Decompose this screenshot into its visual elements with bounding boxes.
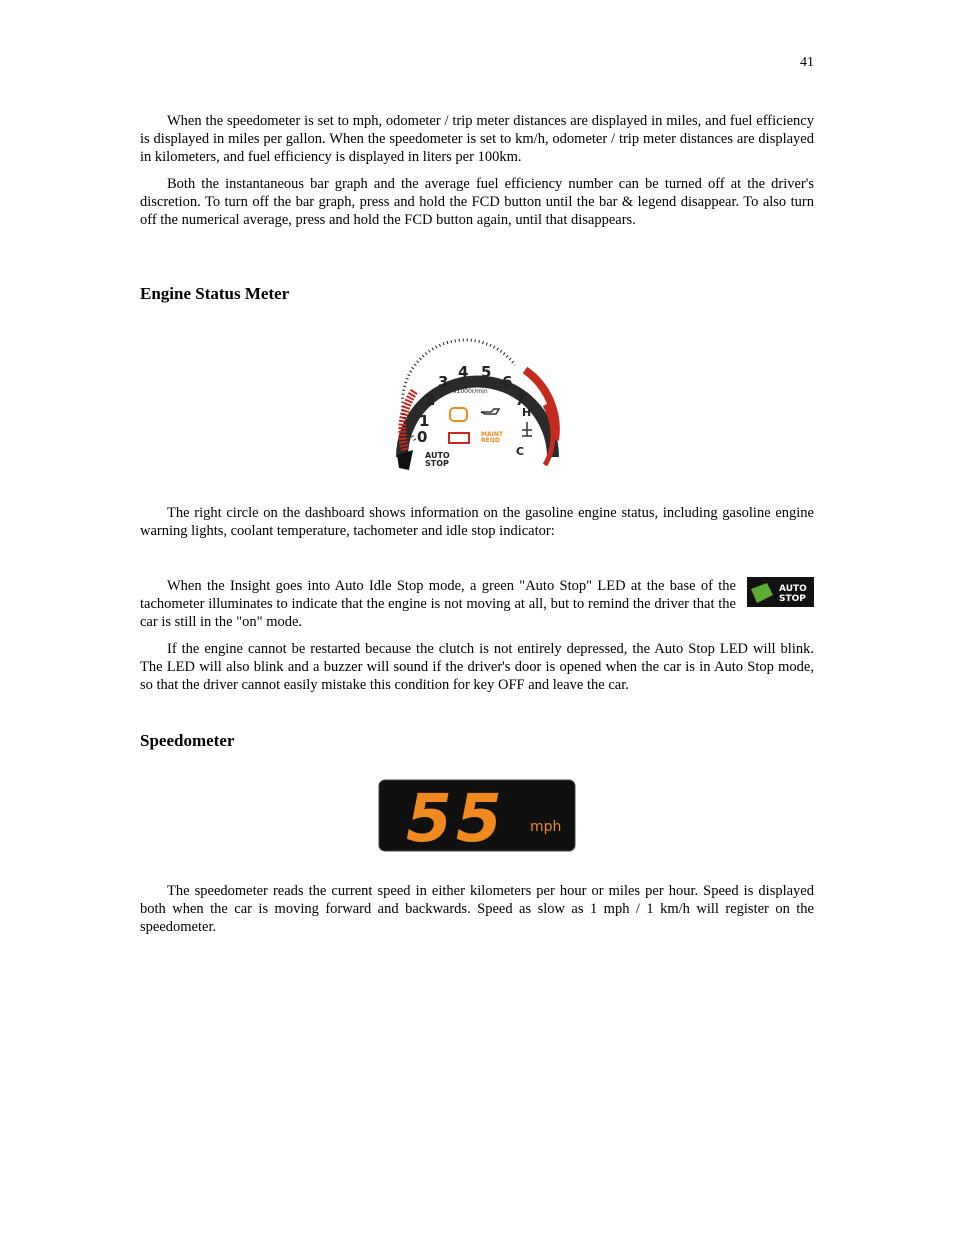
autostop-led-icon [751,583,773,603]
speedometer-display [378,779,576,852]
tach-number-4: 4 [458,363,469,381]
speedometer-paragraph: The speedometer reads the current speed in either kilometers per hour or miles per hour. Speed is displayed both when the car is moving forward and backwards. Speed as slow as 1 mph / 1 km/h will register on the speedometer. [140,883,814,935]
speed-value: 55 [406,780,506,852]
coolant-temp-icon [522,422,532,436]
maint-label-line-2: REQD [481,437,500,444]
engine-status-paragraph-1: The right circle on the dashboard shows information on the gasoline engine status, including gasoline engine warning lights, coolant temperature, tachometer and idle stop indicator: [140,505,814,539]
engine-status-gauge [385,330,570,475]
temp-hot-label: H [522,406,532,419]
maint-label-line-1: MAINT [481,431,503,438]
speedometer-heading: Speedometer [140,731,235,750]
tach-number-1: 1 [419,412,430,430]
temp-cold-label: C [516,445,525,458]
engine-status-paragraph-3: If the engine cannot be restarted because the clutch is not entirely depressed, the Auto Stop LED will blink. The LED will also blink and a buzzer will sound if the driver's door is opened when the car is in Auto Stop mode, so that the driver cannot easily mistake this condition for key OFF and leave the car. [140,641,814,693]
battery-icon [449,433,469,443]
tach-number-2: 2 [425,391,436,409]
gauge-autostop-line-2: STOP [425,459,449,468]
engine-status-heading: Engine Status Meter [140,284,290,303]
badge-line-1: AUTO [779,584,807,594]
speed-unit: mph [530,819,562,835]
intro-paragraph-2: Both the instantaneous bar graph and the average fuel efficiency number can be turned off at the driver's discretion. To turn off the bar graph, press and hold the FCD button until the bar & legend disappear. To also turn off the numerical average, press and hold the FCD button again, until that disappears. [140,176,814,228]
tach-number-0: 0 [417,428,428,446]
oil-pressure-icon [481,409,499,414]
intro-paragraph-1: When the speedometer is set to mph, odometer / trip meter distances are displayed in miles, and fuel efficiency is displayed in miles per gallon. When the speedometer is set to km/h, odometer / trip meter distances are displayed in kilometers, and fuel efficiency is displayed in liters per 100km. [140,113,814,165]
engine-status-paragraph-2: When the Insight goes into Auto Idle Stop mode, a green "Auto Stop" LED at the base of the tachometer illuminates to indicate that the engine is not moving at all, but to remind the driver that the car is still in the "on" mode. [140,578,736,630]
autostop-indicator-image [747,577,814,607]
tach-number-5: 5 [481,363,492,381]
gauge-autostop-line-1: AUTO [425,451,450,460]
rpm-unit-label: x1000r/min [453,388,488,395]
check-engine-icon [450,408,467,421]
badge-line-2: STOP [779,594,806,604]
autostop-badge-graphic [747,577,814,607]
tach-number-6: 6 [502,373,513,391]
tach-number-7: 7 [515,391,526,409]
tach-number-3: 3 [438,373,449,391]
page-number: 41 [800,55,814,70]
